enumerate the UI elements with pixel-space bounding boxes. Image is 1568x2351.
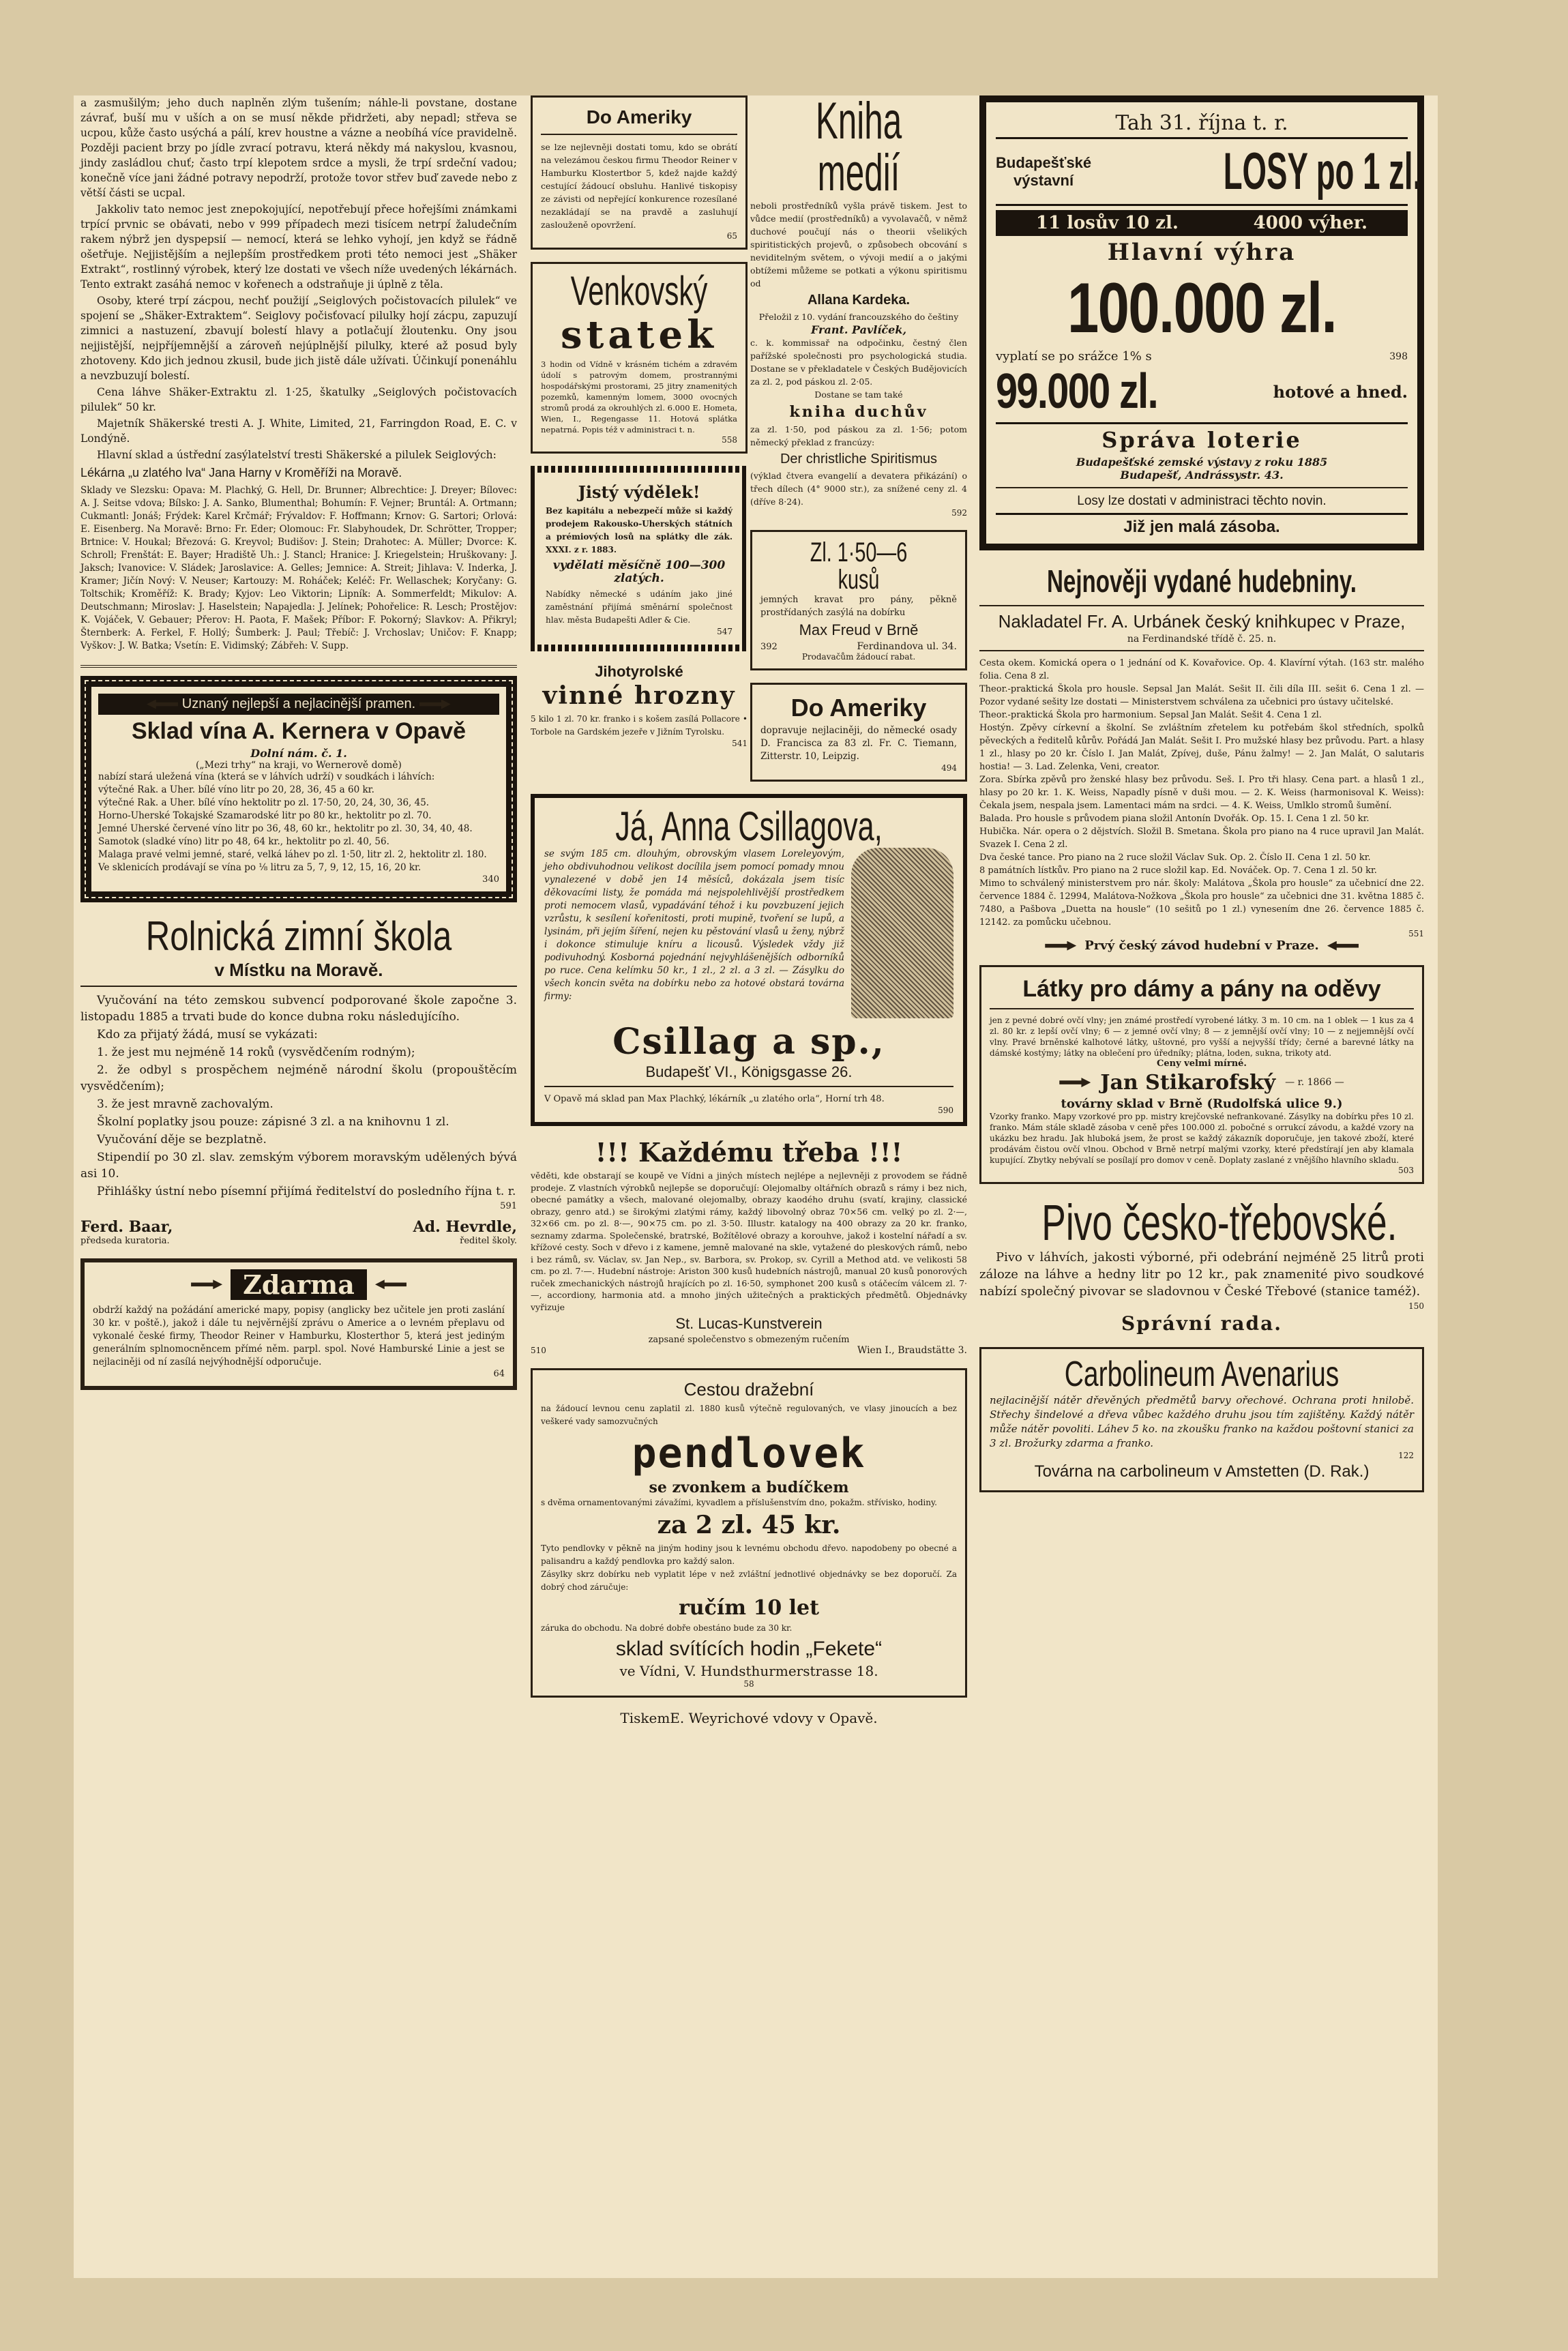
vydelek-text3: Nabídky německé s udáním jako jiné zaměstnání přijímá směnární společnost hlav. města Budapešti Adler & Cie. [546, 589, 733, 625]
signature-right-role: ředitel školy. [460, 1235, 517, 1246]
article-paragraph: a zasmušilým; jeho duch naplněn zlým tušením; náhle-li povstane, dostane závrať, buší mu v uších a on se musí někde přidržeti, aby nepadl; střeva se ucpou, kůže často usýchá a pálí, krev houstne a vázne a neobíhá více pravidelně. Později pacient brzy po jídle zvrací potravu, která někdy má nakyslou, kvasnou, jindy zasládlou chuť; často trpí klepotem srdce a mysli, že trpí srdeční vadou; konečně více jani žádné potravy nepodrží, protože tovor střev buď zavede nebo z větší části se ucpal. [80, 97, 517, 199]
pointing-hand-icon [191, 1280, 222, 1289]
kazdemu-addr-row [531, 1345, 967, 1356]
ad-number: 494 [941, 763, 957, 773]
vydelek-text: Bez kapitálu a nebezpečí může si každý prodejem Rakousko-Uherských státních a prémiových losů na splátky dle zák. XXXI. z r. 1883. [546, 505, 733, 555]
signature-right: Ad. Hevrdle, [413, 1217, 517, 1236]
long-hair-woman-illustration [851, 848, 953, 1018]
losy-count: 4000 výher. [1253, 213, 1368, 233]
kniha-ad [750, 92, 967, 518]
hudebniny-publisher: Nakladatel Fr. A. Urbánek český knihkupec v Praze, [998, 610, 1406, 632]
school-line: Vyučování děje se bezplatně. [97, 1132, 267, 1147]
hudebniny-item: Zora. Sbírka zpěvů pro ženské hlasy bez průvodu. Seš. I. Pro tři hlasy. Cena part. a hlasů 1 zl., hlasy po 20 kr. 1. K. Weiss, Napadly písně v duši mou. — 2. K. Weiss (harmonisoval K. Weiss): Čekala jsem, nespala jsem. Lamentaci mám na srdci. — 4. K. Weiss, Umlklo stromů šumění. [979, 775, 1424, 812]
pointing-hand-icon [419, 700, 451, 709]
csillag-foot: V Opavě má sklad pan Max Plachký, lékárník „u zlatého orla“, Horní trh 48. [544, 1094, 885, 1105]
losy-cash: 99.000 zl. [996, 364, 1157, 419]
losy-cash-note: hotové a hned. [1273, 381, 1408, 402]
hudebniny-foot: Prvý český závod hudební v Praze. [1084, 938, 1319, 953]
ad-number: 398 [1389, 351, 1408, 362]
losy-ad [979, 95, 1424, 550]
venkovsky-ad [531, 262, 748, 454]
signature-left-role: předseda kuratoria. [80, 1235, 170, 1246]
ad-number: 65 [726, 231, 737, 241]
wine-line: Jemné Uherské červené víno litr po 36, 48, 60 kr., hektolitr po zl. 30, 34, 40, 48. [98, 823, 473, 835]
article-paragraph: Cena láhve Shäker-Extraktu zl. 1·25, škatulky „Seiglových počistovacích pilulek“ 50 kr. [80, 386, 517, 413]
losy-admin2: Budapešťské zemské výstavy z roku 1885 [1076, 455, 1328, 469]
losy-big: LOSY po 1 zl. [1223, 143, 1422, 201]
latky-firm: Jan Stikarofský [1100, 1070, 1276, 1095]
losy-row [996, 137, 1422, 206]
pendlovky-text4: Zásylky skrz dobírku neb vyplatit lépe v než zvláštní jednotlivé objednávky se bez doporučí. Za dobrý chod záručuje: [541, 1569, 957, 1592]
vinne-ad [531, 664, 748, 748]
losy-prize: 100.000 zl. [1067, 269, 1337, 349]
kravaty-addr-row [760, 641, 957, 652]
losy-note: vyplatí se po srážce 1% s [996, 349, 1152, 364]
venkovsky-title2: statek [561, 312, 718, 357]
school-line: Přihlášky ústní nebo písemní přijímá ředitelství do posledního října t. r. [97, 1184, 516, 1198]
kravaty-name: Max Freud v Brně [799, 621, 919, 639]
latky-ad [979, 965, 1424, 1183]
carbolineum-title: Carbolineum Avenarius [1064, 1355, 1340, 1395]
ad-number: 503 [1398, 1165, 1414, 1175]
kazdemu-addr: Wien I., Braudstätte 3. [857, 1345, 967, 1357]
latky-firm-row [990, 1069, 1414, 1097]
pendlovky-title3: se zvonkem a budíčkem [649, 1478, 849, 1496]
pendlovky-text5: záruka do obchodu. Na dobré dobře obestáno bude za 30 kr. [541, 1623, 793, 1633]
ad-number: 590 [938, 1106, 953, 1116]
amerika-big-ad [750, 683, 967, 782]
carbolineum-text: nejlacinější nátěr dřevěných předmětů barvy ořechové. Ochrana proti hnilobě. Střechy šindelové a dřeva vůbec každého druhu jsou tím zajištěny. Každý nátěr může nátěr povoliti. Láhev 5 ko. na zkoušku franko na každou poštovní stanici za 3 zl. Brožurky zdarma a franko. [990, 1393, 1414, 1449]
kniha-text5: za zl. 1·50, pod páskou za zl. 1·56; potom německý překlad z francúzy: [750, 424, 967, 448]
zdarma-title: Zdarma [231, 1269, 367, 1300]
pendlovky-guarantee: ručím 10 let [678, 1595, 819, 1620]
pivo-sign: Správní rada. [1121, 1312, 1283, 1335]
losy-note-row [996, 349, 1408, 364]
article-paragraph: Hlavní sklad a ústřední zasýlatelství tresti Shäkerské a pilulek Seiglových: [97, 449, 497, 461]
kniha-text4: Dostane se tam také [814, 389, 903, 400]
csillag-addr: Budapešť VI., Königsgasse 26. [645, 1063, 853, 1081]
ad-number: 58 [743, 1679, 754, 1689]
kniha-title2: kniha duchův [789, 403, 928, 421]
kniha-text3: c. k. kommissař na odpočinku, čestný člen pařížské společnosti pro psychologická studia. Dostane se v překladatele v Českých Budějovicích za zl. 2, pod páskou zl. 2·05. [750, 338, 967, 387]
losy-prize-label: Hlavní výhra [1107, 239, 1297, 266]
pendlovky-firm: sklad svítících hodin „Fekete“ [615, 1637, 883, 1660]
kniha-author: Allana Kardeka. [807, 293, 911, 308]
wine-line: Ve sklenicích prodávají se vína po ⅛ litru za 5, 7, 9, 12, 15, 16, 20 kr. [98, 862, 421, 874]
hudebniny-ad [979, 563, 1424, 953]
csillag-title: Já, Anna Csillagova, [615, 803, 883, 849]
pointing-hand-icon [1059, 1078, 1091, 1087]
article-paragraph: Jakkoliv tato nemoc jest znepokojující, nepotřebují přece hořejšími známkami trpící prvnic se obávati, nebo v 999 případech mezi tisícem netrpí žaludečním rakem nýbrž jen dyspepsií — nemocí, která se lehko vyhojí, jen když se řádně ošetřuje. Nejjistějším a nejlepším prostředkem proti této nemoci jest „Shäker Extrakt“, rostlinný výrobek, který lze dostati ve všech níže uvedených lékárnách. Tento extrakt zasáhá nemoc v kořenech a odstraňuje ji úplně z těla. [80, 203, 517, 291]
csillag-firm: Csillag a sp., [612, 1020, 885, 1063]
col2-left [531, 95, 748, 794]
school-ad [80, 915, 517, 1246]
amerika-big-title: Do Ameriky [790, 694, 927, 722]
wine-line: nabízí stará uležená vína (která se v láhvích udrží) v soudkách i láhvích: [98, 771, 435, 783]
hudebniny-item: Hostýn. Zpěvy církevní a školní. Se zvláštním zřetelem ku potřebám škol středních, spolků pěveckých a ředitelů kůrův. Pořádá Jan Malát. Sešit I. Pro mužské hlasy bez průvodu. Part. a hlasy 1 zl., hlasy po 20 kr. Číslo I. Jan Malát, Zpívej, duše, Pánu žalmy! — 2. Jan Malát, O salutaris hostia! — 3. Lad. Zelenka, Veni, creator. [979, 723, 1424, 773]
hudebniny-item: Hubička. Nár. opera o 2 dějstvích. Složil B. Smetana. Škola pro piano na 4 ruce upravil Jan Malát. Svazek I. Cena 2 zl. [979, 827, 1424, 851]
latky-title: Látky pro dámy a pány na oděvy [1022, 976, 1381, 1003]
pendlovky-text: na žádoucí levnou cenu zaplatil zl. 1880 kusů výtečně regulovaných, ve vlasy jinoucích a bez veškeré vady samozvučných [541, 1403, 957, 1426]
amerika-small-ad [531, 95, 748, 250]
pendlovky-text3: Tyto pendlovky v pěkně na jiným hodiny jsou k levnému obchodu dřevo. napodobeny po obecné a palisandru a každý pendlovka pro každý salon. [541, 1543, 957, 1566]
ad-number: 592 [951, 508, 967, 518]
carbolineum-foot: Továrna na carbolineum v Amstetten (D. Rak.) [1034, 1462, 1370, 1481]
rule [979, 605, 1424, 606]
depots-list: Sklady ve Slezsku: Opava: M. Plachký, G. Hell, Dr. Brunner; Albrechtice: J. Dreyer; Bílovec: A. J. Seitse vdova; Bílsko: J. A. Sanko, Blumenthal; Bohumín: F. Vejner; Bruntál: A. Ortmann; Cukmantl: Jonáš; Frýdek: Karel Krčmář; Frývaldov: F. Hoffmann; Krnov: G. Sartori; Orlová: E. Eisenberg. Na Moravě: Brno: Fr. Eder; Olomouc: Fr. Slabyhoudek, Dr. Schrötter, Tropper; Brtnice: V. Houkal; Březová: G. Kreyvol; Budišov: J. Stein; Drahotec: A. Müller; Dvorce: K. Schroll; Frenštát: E. Bayer; Hradiště Uh.: J. Stancl; Hranice: J. Kriegelstein; Hruškovany: J. Jaksch; Ivanovice: V. Sládek; Jaroslavice: A. Gelles; Jemnice: A. Streit; Jihlava: V. Inderka, J. Kramer; Jičín Nový: V. Neuser; Kartouzy: M. Roháček; Keléč: Fr. Wellaschek; Koryčany: G. Toltschik; Kroměříž: K. Brady; Kyjov: Leo Viktorin; Lipník: A. Sommerfeldt; Mikulov: A. Deutschmann; Miroslav: J. Haselstein; Napajedla: J. Jelínek; Pohořelice: R. Lesch; Prostějov: K. Vojáček, V. Gebauer; Přerov: H. Paota, F. Mašek; Příbor: F. Pokorný; Slavkov: A. Přikryl; Šternberk: A. Ferkel, F. Hollý; Šumberk: J. Paul; Třebíč: J. Vrchoslav; Uničov: F. Knapp; Vyškov: J. W. Batka; Vsetín: E. Vidimský; Zábřeh: V. Supp. [80, 484, 517, 651]
article-paragraph: Majetník Shäkerské tresti A. J. White, Limited, 21, Farringdon Road, E. C. v Londýně. [80, 417, 517, 445]
hudebniny-item: Theor.-praktická Škola pro housle. Sepsal Jan Malát. Sešit II. čili díla III. sešit 6. Cena 1 zl. — Pozor vydané sešity lze dostati — Ministerstvem schválena za učebnici pro ústavy učitelské. [979, 684, 1424, 708]
pivo-text: Pivo v láhvích, jakosti výborné, při odebrání nejméně 25 litrů proti záloze na láhve a hedny litr po 12 kr., pak znamenité pivo soudkové nabízí společný pivovar se sladovnou v České Třebové (stanice taméž). [979, 1250, 1424, 1299]
article-paragraph: Osoby, které trpí zácpou, nechť použijí „Seiglových počistovacích pilulek“ ve spojení se „Shäker-Extraktem“. Seiglovy počisťovací pilulky hojí zácpu, zapuzují zimnici a nastuzení, zbavují bolestí hlavy a potlačují žloutenku. Ony jsou nejjistější, nejpříjemnější a zároveň nejúplnější pilulky, které až posud byly zhotoveny. Kdo jich jednou zkusil, bude jich jistě dále užívati. Účinkují ponenáhlu a nevzbuzují bolestí. [80, 295, 517, 382]
kazdemu-title: !!! Každému třeba !!! [595, 1137, 903, 1168]
kniha-text: neboli prostředníků vyšla právě tiskem. Jest to vůdce medií (prostředníků) a vyvolavačů, v němž duchové poučují nás o theorii všelikých spiritistických projevů, o způsobech obcování s neviditelným světem, o vývoji medií a o jakými obtížemi můžeme se potkati a výkonu spiritismu od [750, 201, 967, 289]
zdarma-header [93, 1269, 505, 1300]
losy-deal: 11 losův 10 zl. [1035, 213, 1179, 233]
hudebniny-item: Dva české tance. Pro piano na 2 ruce složil Václav Suk. Op. 2. Číslo II. Cena 1 zl. 50 kr. [979, 853, 1371, 863]
divider [80, 665, 517, 668]
ad-number: 541 [732, 738, 748, 748]
wine-ad [80, 676, 517, 902]
school-line: Stipendií po 30 zl. slav. zemským výborem moravským udělených bývá asi 10. [80, 1150, 517, 1181]
csillag-text: se svým 185 cm. dlouhým, obrovským vlasem Loreleyovým, jeho obdivuhodnou velikost docílila jsem pomocí pomady mnou vynalezené v době jen 14 měsíců, dokázala jsem tisíc děkovacími listy, že pomáda má nejspolehlivější prostředkem proti nemocem vlasů, vypadávání téhož i ku povzbuzení jejich vzrůstu, k sesílení kořenitosti, proti mupině, tvoření se lupů, a lysinám, při jejím šíření, nejen ku pěstování vlasů u ženy, nýbrž i dokonce stimuluje kníru a licousů. Výsledek vždy již podivuhodný. Kosborná pojednání nejvyhlášenějších odborníků po ruce. Cena kelímku 50 kr., 1 zl., 2 zl. a 3 zl. — Zásylku do všech koncin světa na dobírku nebo za hotové obstará továrna firmy: [544, 848, 844, 1002]
school-title: Rolnická zimní škola [145, 913, 452, 960]
ad-number: 340 [482, 874, 499, 885]
losy-admin: Správa loterie [1101, 427, 1302, 454]
wine-line: Horno-Uherské Tokajské Szamarodské litr po 80 kr., hektolitr po zl. 70. [98, 810, 432, 822]
venkovsky-title: Venkovský [570, 267, 708, 314]
wine-line: Samotok (sladké víno) litr po 48, 64 kr., hektolitr po zl. 40, 56. [98, 836, 389, 848]
pendlovky-price: za 2 zl. 45 kr. [657, 1510, 841, 1539]
zdarma-text: obdrží každý na požádání americké mapy, popisy (anglicky bez učitele jen proti zaslání 30 kr. v poště.), jakož i dále tu nejvěrnější zprávu o Americe a o levném přeplavu od vykonalé české firmy, Theodor Reiner v Hamburku, Klosterthor 5, která jest jediným generálním splnomocněncem přímé něm. parpl. spol. Nové Hamburské Linie a jest se nejlaciněji od ní zasílá nejvýhodnější odporučuje. [93, 1304, 505, 1367]
vydelek-title: Jistý výdělek! [578, 482, 700, 503]
pendlovky-title2: pendlovek [632, 1429, 866, 1477]
pivo-ad [979, 1196, 1424, 1335]
kravaty-ad [750, 530, 967, 670]
latky-sub: Ceny velmi mírné. [1157, 1058, 1247, 1069]
wine-banner-text: Uznaný nejlepší a nejlacinější pramen. [181, 696, 416, 711]
ad-number: 551 [1408, 929, 1424, 939]
school-subtitle: v Místku na Moravě. [214, 960, 383, 981]
signature-left: Ferd. Baar, [80, 1217, 173, 1236]
wine-line: Malaga pravé velmi jemné, staré, velká láhev po zl. 1·50, litr zl. 2, hektolitr zl. 180. [98, 849, 487, 861]
rule [541, 134, 737, 135]
rule [996, 487, 1408, 488]
wine-banner [98, 694, 499, 715]
kniha-title3: Der christliche Spiritismus [780, 452, 938, 467]
pendlovky-addr: ve Vídni, V. Hundsthurmerstrasse 18. [619, 1662, 878, 1679]
latky-firm2: továrny sklad v Brně (Rudolfská ulice 9.) [1061, 1096, 1343, 1111]
wine-title: Sklad vína A. Kernera v Opavě [131, 718, 467, 744]
pharmacy-line: Lékárna „u zlatého lva“ Jana Harny v Kroměříži na Moravě. [80, 466, 402, 479]
losy-date: Tah 31. října t. r. [1115, 111, 1288, 135]
school-signature-roles [80, 1236, 517, 1246]
kazdemu-firm: St. Lucas-Kunstverein [675, 1315, 823, 1333]
hudebniny-item: Balada. Pro housle s průvodem piana složil Antonín Dvořák. Op. 15. I. Cena 1 zl. 50 kr. [979, 814, 1370, 825]
hudebniny-foot-row [979, 938, 1424, 953]
hudebniny-item: Cesta okem. Komická opera o 1 jednání od K. Kovařovice. Op. 4. Klavírní výtah. (163 str. malého folia. Cena 8 zl. [979, 658, 1424, 682]
top-row [531, 92, 967, 794]
latky-text2: Vzorky franko. Mapy vzorkové pro pp. mistry krejčovské nefrankované. Zásylky na dobírku přes 10 zl. franko. Mám stále skladě zásoba v ceně přes 100.000 zl. pobočné s orrukcí závodu, a každé vzory na ukázku bez hradu. Jak hluboká jsem, že prost se každý zákazník doporučuje, jen takové zboží, které prodávám čistou ovčí vlnou. Obchod v Brně netrpí malými vzorky, které předstírají jen aby klamala kupující. Zbytky nebývalí se posílají pro domov v ceně. Doplaty zaslané z vnějšího hlavního skladu. [990, 1111, 1414, 1165]
ad-number: 547 [717, 626, 733, 636]
kravaty-text: jemných kravat pro pány, pěkně prostřídaných zasýlá na dobírku [760, 595, 957, 619]
column-2 [531, 92, 967, 1726]
column-3 [979, 95, 1424, 1505]
latky-text: jen z pevné dobré ovčí vlny; jen známé prostředí vyrobené látky. 3 m. 10 cm. na 1 oblek — 1 kus za 4 zl. 80 kr. z lepší ovčí vlny; 6 — z jemné ovčí vlny; 8 — z jemnější ovčí vlny; 10 — z nejjemnější ovčí vlny. Pravé brněnské kalhotové látky, uštovné, pro vyšší a nejvyšší třídy; černé a barevné látky na dámské kostýmy; látky na oblečení pro úředníky; plátna, loden, sukna, trikoty atd. [990, 1015, 1414, 1058]
kravaty-addr: Ferdinandova ul. 34. [857, 641, 957, 653]
hudebniny-addr: na Ferdinandské třídě č. 25. n. [1127, 634, 1277, 645]
losy-deal-row [996, 210, 1408, 236]
csillag-ad [531, 794, 967, 1126]
ad-number: 122 [1398, 1450, 1414, 1460]
amerika-big-text: dopravuje nejlaciněji, do německé osady D. Francisca za 83 zl. Fr. C. Tiemann, Zitterstr. 10, Leipzig. [760, 724, 957, 762]
vinne-title2: vinné hrozny [542, 681, 736, 710]
vinne-title: Jihotyrolské [595, 662, 683, 680]
kniha-title: Kniha medií [815, 92, 902, 202]
pendlovky-text2: s dvěma ornamentovanými závažími, kyvadlem a příslušenstvím dno, pokažm. střívisko, hodiny. [541, 1497, 937, 1507]
school-line: Školní poplatky jsou pouze: zápisné 3 zl. a na knihovnu 1 zl. [97, 1114, 449, 1129]
vinne-text: 5 kilo 1 zl. 70 kr. franko i s košem zasílá Pollacore • Torbole na Gardském jezeře v Jižním Tyrolsku. [531, 713, 748, 737]
vydelek-ad [531, 466, 748, 651]
column-1 [80, 95, 517, 1402]
ad-number: 64 [493, 1368, 505, 1379]
school-line: Vyučování na této zemskou subvencí podporované škole započne 3. listopadu 1885 a trvati bude do konce dubna roku následujícího. [80, 993, 517, 1024]
amerika-small-title: Do Ameriky [586, 106, 692, 128]
school-line: Kdo za přijatý žádá, musí se vykázati: [97, 1027, 318, 1041]
rule [979, 650, 1424, 651]
kravaty-title: Zl. 1·50—6 kusů [810, 537, 908, 595]
hudebniny-item: 8 památních lístkův. Pro piano na 2 ruce složil kap. Ed. Nováček. Op. 7. Cena 1 zl. 50 kr. [979, 866, 1377, 876]
kniha-text6: (výklad čtvera evangelií a devatera přikázání) o třech dílech (4° 9000 str.), za snížené ceny zl. 4 (dříve 8·24). [750, 471, 967, 507]
losy-foot2: Již jen malá zásoba. [996, 513, 1408, 537]
school-signatures [80, 1218, 517, 1236]
hudebniny-item: Theor.-praktická Škola pro harmonium. Sepsal Jan Malát. Sešit 4. Cena 1 zl. [979, 710, 1322, 721]
kazdemu-ad [531, 1138, 967, 1356]
venkovsky-text: 3 hodin od Vídně v krásném tichém a zdravém údolí s patrovým domem, prostrannými hospodářskými prostorami, 25 jitry znamenitých pozemků, kamenným lomem, 3000 ovocných stromů prodá za okrouhlých zl. 6.000 E. Hometa, Wien, I., Regengasse 11. Hotová splátka nepatrná. Popis též v administraci t. n. [541, 359, 737, 435]
kazdemu-text: věděti, kde obstarají se koupě ve Vídni a jiných místech nejlépe a nejlevněji z provodem se řádně prodeje. Z vlastních výrobků nejlepše se doporučují: Olejomalby oltářních obrazů s rámy i bez nich, obecné památky a všech, malované olejomalby, obrazy kaodého druhu (svatí, krajiny, classické obrazy, genro atd.) se širokými zlatými rámy, každý libovolný obraz 70×56 cm. velký po zl. 2·—, 32×66 cm. po zl. 8·—, 90×75 cm. po zl. 3·50. Illustr. katalogy na 400 obrazy za 20 kr. franko, seznamy zdarma. Společenské, bratrské, Božítělové obrazy a korouhve, jakož i kostelní nářadí a sv. křížové cesty. Soch v dřevo i z kamene, jemně malované na skle, vytažené do pleskových rámů, nebo i bez rámů, sv. Václav, sv. Jan Nep., sv. Barbora, sv. Prokop, sv. Cyrill a Method atd. ve velikosti 58 cm. po zl. 7·—. Hudební nástroje: Ariston 300 kusů hudebních nástrojů, manual 20 kusů ponorových ruček zmechanických nástrojů hrajících po zl. 16·50, symphonet 200 kusů s otáčecím válcem zl. 7·—, accordiony, harmonia atd. a mnoho jiných užitečných a praktických předmětů. Objednávky vyřizuje [531, 1170, 967, 1312]
vydelek-text2: vydělati měsíčně 100—300 zlatých. [552, 558, 726, 585]
newspaper-page [74, 92, 1438, 2278]
pendlovky-ad [531, 1368, 967, 1697]
kravaty-foot: Prodavačům žádoucí rabat. [801, 652, 916, 662]
ad-number: 591 [500, 1200, 517, 1211]
hudebniny-title: Nejnověji vydané hudebniny. [1047, 563, 1357, 599]
ad-number: 150 [1408, 1301, 1424, 1312]
pointing-hand-icon [1327, 941, 1359, 951]
latky-year: — r. 1866 — [1285, 1077, 1344, 1089]
rule [80, 986, 517, 987]
wine-line: výtečné Rak. a Uher. bílé víno hektolitr po zl. 17·50, 20, 24, 30, 36, 45. [98, 797, 430, 809]
pendlovky-title: Cestou dražební [683, 1379, 814, 1400]
printer-footer: TiskemE. Weyrichové vdovy v Opavě. [620, 1709, 878, 1726]
hudebniny-item: Mimo to schválený ministerstvem pro nár. školy: Malátova „Škola pro housle“ za učebnicí dne 22. července 1884 č. 12994, Malátova-Nožkova „Škola pro housle“ za učebnici dne 31. května 1885 č. 7480, a Pašbova „Duetta na housle“ (10 sešitů po 1 zl.) vynesením dne 26. července 1885 č. 12142. za pomůcku učebnou. [979, 878, 1424, 928]
amerika-small-text: se lze nejlevněji dostati tomu, kdo se obrátí na velezámou českou firmu Theodor Reiner v Hamburku Klostertbor 5, kdež najde každý cestující žádoucí obsluhu. Hanlivé tiskopisy ze závisti od nepřející konkurence rozesílané nezakládají se na pravdě a zasluhují zaslouženě opovržení. [541, 141, 737, 230]
pointing-hand-icon [375, 1280, 406, 1289]
kniha-text2: Přeložil z 10. vydání francouzského do češtiny [758, 312, 959, 322]
wine-sub2: („Mezi trhy“ na kraji, vo Wernerově domě) [195, 760, 402, 771]
rule [990, 1008, 1414, 1009]
ad-number: 558 [722, 435, 737, 445]
school-line: 1. že jest mu nejméně 14 roků (vysvědčením rodným); [97, 1045, 415, 1059]
pivo-title: Pivo česko-třebovské. [1041, 1194, 1397, 1251]
ad-number: 510 [531, 1346, 546, 1356]
kazdemu-firm2: zapsané společenstvo s obmezeným ručením [648, 1335, 850, 1346]
wine-line: výtečné Rak. a Uher. bílé víno litr po 20, 28, 36, 45 a 60 kr. [98, 784, 374, 796]
shaker-article [80, 95, 517, 653]
carbolineum-ad [979, 1347, 1424, 1492]
losy-admin3: Budapešť, Andrássystr. 43. [1120, 468, 1284, 482]
losy-left: Budapešťské výstavní [996, 153, 1092, 189]
pointing-hand-icon [1045, 941, 1076, 951]
rule [544, 1086, 953, 1087]
school-line: 2. že odbyl s prospěchem nejméně národní školu (propouštěcím vysvědčením); [80, 1063, 517, 1093]
wine-sub: Dolní nám. č. 1. [250, 747, 347, 760]
losy-foot: Losy lze dostati v administraci těchto novin. [1077, 493, 1327, 508]
kniha-translator: Frant. Pavlíček, [810, 323, 907, 336]
losy-cash-row [996, 364, 1408, 424]
zdarma-ad [80, 1258, 517, 1390]
pointing-hand-icon [147, 700, 178, 709]
school-line: 3. že jest mravně zachovalým. [97, 1097, 273, 1111]
ad-number: 392 [760, 641, 778, 652]
col2-right [750, 92, 967, 794]
